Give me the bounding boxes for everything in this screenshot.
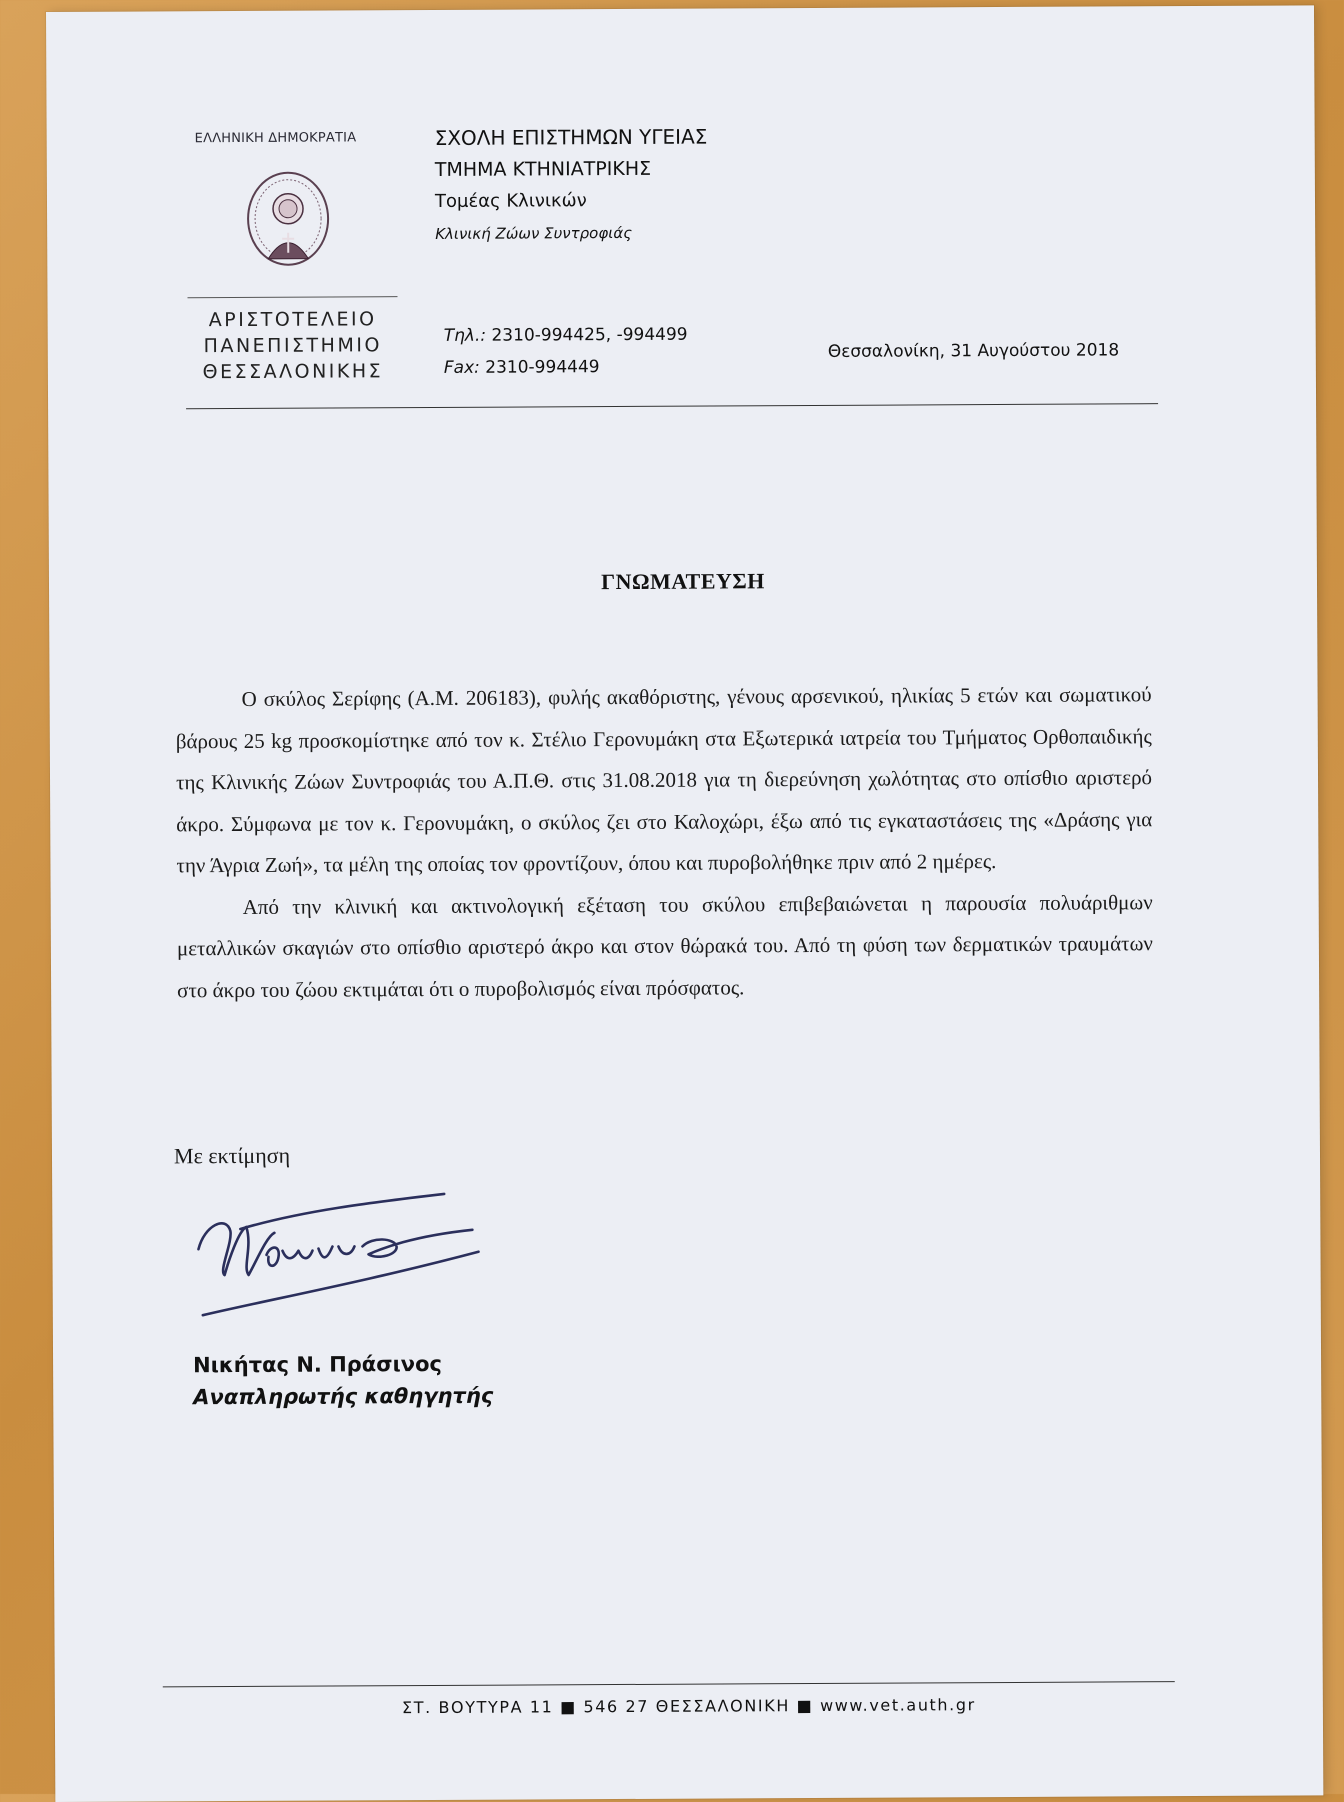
signer-role: Αναπληρωτής καθηγητής [193, 1383, 494, 1410]
contact-block [444, 319, 688, 384]
fax-value: 2310-994449 [485, 357, 600, 378]
university-seal-icon [244, 169, 333, 269]
school-block [435, 121, 708, 250]
phone-value: 2310-994425, -994499 [491, 324, 688, 346]
header-rule [186, 403, 1158, 409]
footer-rule [163, 1681, 1175, 1687]
signer-name: Νικήτας Ν. Πράσινος [193, 1351, 442, 1378]
phone-label: Τηλ.: [443, 325, 487, 346]
department-name: ΤΜΗΜΑ ΚΤΗΝΙΑΤΡΙΚΗΣ [434, 157, 652, 181]
university-line-1: ΑΡΙΣΤΟΤΕΛΕΙΟ [208, 308, 377, 332]
sector-name: Τομέας Κλινικών [434, 190, 587, 212]
university-name [188, 306, 398, 385]
signer-block [193, 1348, 493, 1414]
university-line-2: ΠΑΝΕΠΙΣΤΗΜΙΟ [203, 334, 382, 358]
document-title: ΓΝΩΜΑΤΕΥΣΗ [601, 568, 765, 595]
letter-date: Θεσσαλονίκη, 31 Αυγούστου 2018 [827, 340, 1120, 362]
fax-label: Fax: [443, 357, 480, 378]
fax-line [444, 351, 688, 384]
footer-address: ΣΤ. ΒΟΥΤΥΡΑ 11 ■ 546 27 ΘΕΣΣΑΛΟΝΙΚΗ ■ www.vet.auth.gr [401, 1695, 976, 1718]
clinic-name: Κλινική Ζώων Συντροφιάς [435, 223, 633, 243]
closing-text: Με εκτίμηση [173, 1142, 291, 1169]
letter-page [46, 5, 1323, 1802]
header-divider [187, 296, 397, 298]
handwritten-signature [182, 1190, 483, 1332]
university-line-3: ΘΕΣΣΑΛΟΝΙΚΗΣ [202, 360, 384, 384]
document-body [175, 674, 1153, 1011]
body-paragraph-2: Από την κλινική και ακτινολογική εξέταση του σκύλου επιβεβαιώνεται η παρουσία πολυάριθμων μεταλλικών σκαγιών στο οπίσθιο αριστερό άκρο και στον θώρακά του. Από τη φύση των δερματικών τραυμάτων στο άκρο του ζώου εκτιμάται ότι ο πυροβολισμός είναι πρόσφατος. [176, 889, 1153, 1002]
body-paragraph-1: Ο σκύλος Σερίφης (Α.Μ. 206183), φυλής ακαθόριστης, γένους αρσενικού, ηλικίας 5 ετών και σωματικού βάρους 25 kg προσκομίστηκε από τον κ. Στέλιο Γερονυμάκη στα Εξωτερικά ιατρεία του Τμήματος Ορθοπαιδικής της Κλινικής Ζώων Συντροφιάς του Α.Π.Θ. στις 31.08.2018 για τη διερεύνηση χωλότητας στο οπίσθιο αριστερό άκρο. Σύμφωνα με τον κ. Γερονυμάκη, ο σκύλος ζει στο Καλοχώρι, έξω από τις εγκαταστάσεις της «Δράσης για την Άγρια Ζωή», τα μέλη της οποίας τον φροντίζουν, όπου και πυροβολήθηκε πριν από 2 ημέρες. [175, 682, 1153, 878]
school-name: ΣΧΟΛΗ ΕΠΙΣΤΗΜΩΝ ΥΓΕΙΑΣ [434, 124, 708, 150]
republic-label: ΕΛΛΗΝΙΚΗ ΔΗΜΟΚΡΑΤΙΑ [194, 130, 357, 147]
phone-line [444, 319, 688, 352]
